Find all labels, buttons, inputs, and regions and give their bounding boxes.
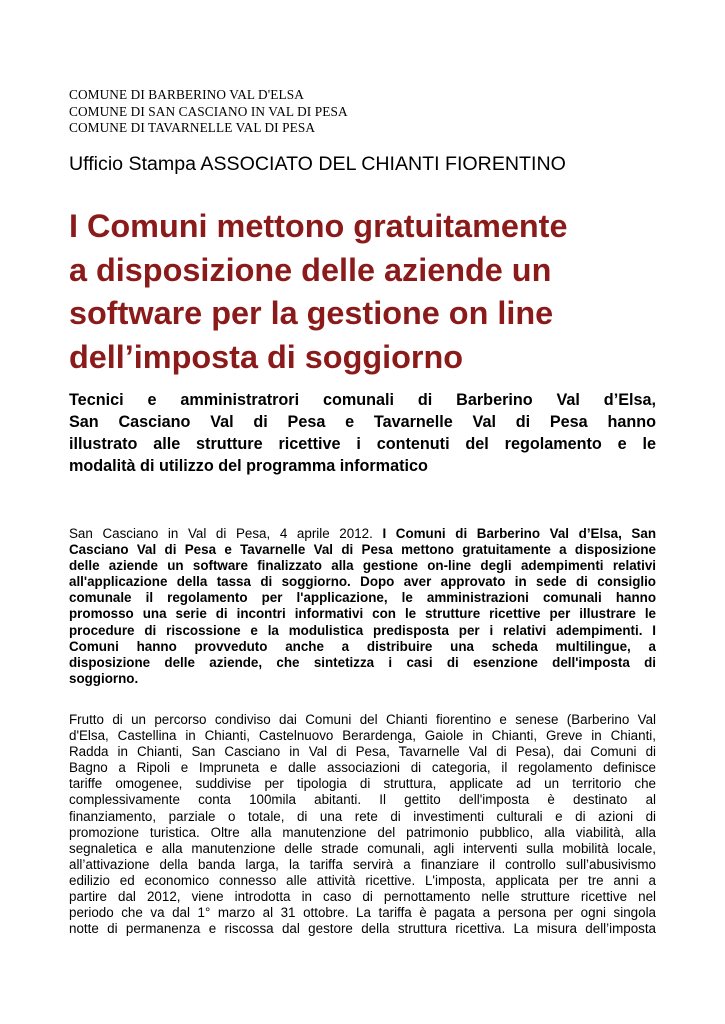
paragraph-line: tariffe omogenee, suddivise per tipologia di struttura, applicate ad un territorio che	[69, 776, 656, 792]
paragraph-line: soggiorno.	[69, 670, 139, 686]
subtitle-line: Tecnici e amministratrori comunali di Barberino Val d’Elsa,	[69, 391, 656, 409]
dateline: San Casciano in Val di Pesa, 4 aprile 2012.	[69, 526, 373, 541]
lead-paragraph	[69, 526, 656, 687]
paragraph-line: Radda in Chianti, San Casciano in Val di Pesa, Tavarnelle Val di Pesa), dai Comuni di	[69, 744, 656, 760]
title-line: I Comuni mettono gratuitamente	[69, 208, 568, 244]
paragraph-line: d'Elsa, Castellina in Chianti, Castelnuovo Berardenga, Gaiole in Chianti, Greve in Chianti,	[69, 728, 656, 744]
paragraph-line: Casciano Val di Pesa e Tavarnelle Val di Pesa mettono gratuitamente a disposizione	[69, 542, 656, 558]
municipality-line: COMUNE DI SAN CASCIANO IN VAL DI PESA	[69, 103, 348, 119]
title-line: a disposizione delle aziende un	[69, 251, 552, 288]
title-line: software per la gestione on line	[69, 295, 554, 332]
paragraph-line: partire dal 2012, viene introdotta in caso di pernottamento nelle strutture ricettive nel	[69, 889, 656, 905]
paragraph-line: all'applicazione della tassa di soggiorno. Dopo aver approvato in sede di consiglio	[69, 574, 656, 590]
municipality-header	[69, 87, 348, 137]
paragraph-line: promosso una serie di incontri informativi con le strutture ricettive per illustrare le	[69, 606, 656, 622]
paragraph-line: notte di permanenza e riscossa dal gestore della struttura ricettiva. La misura dell’imposta	[69, 921, 656, 937]
subtitle-line: illustrato alle strutture ricettive i contenuti del regolamento e le	[69, 435, 656, 453]
paragraph-line: Bagno a Ripoli e Impruneta e dalle associazioni di categoria, il regolamento definisce	[69, 760, 656, 776]
paragraph-line: Comuni hanno provveduto anche a distribuire una scheda multilingue, a	[69, 638, 656, 654]
municipality-line: COMUNE DI TAVARNELLE VAL DI PESA	[69, 120, 316, 135]
subtitle-line: modalità di utilizzo del programma informatico	[69, 457, 428, 475]
paragraph-line: finanziamento, parziale o totale, di una rete di investimenti culturali e di azioni di	[69, 808, 656, 824]
press-office-line: Ufficio Stampa ASSOCIATO DEL CHIANTI FIORENTINO	[69, 153, 566, 175]
paragraph-line: periodo che va dal 1° marzo al 31 ottobre. La tariffa è pagata a persona per ogni singola	[69, 905, 656, 921]
paragraph-line: comunale il regolamento per l'applicazione, le amministrazioni comunali hanno	[69, 590, 656, 606]
paragraph-line: procedure di riscossione e la modulistica predisposta per i relativi adempimenti. I	[69, 622, 656, 638]
lead-bold-text: I Comuni di Barberino Val d’Elsa, San	[382, 526, 656, 541]
paragraph-line: disposizione delle aziende, che sintetizza i casi di esenzione dell'imposta di	[69, 654, 656, 670]
title-line: dell’imposta di soggiorno	[69, 338, 464, 375]
paragraph-line: Frutto di un percorso condiviso dai Comuni del Chianti fiorentino e senese (Barberino Val	[69, 712, 656, 727]
paragraph-line: all’attivazione della banda larga, la tariffa servirà a finanziare il controllo sull’abusivismo	[69, 856, 656, 872]
paragraph-line	[69, 526, 656, 542]
subtitle-line: San Casciano Val di Pesa e Tavarnelle Val di Pesa hanno	[69, 413, 656, 431]
municipality-line: COMUNE DI BARBERINO VAL D'ELSA	[69, 87, 304, 102]
paragraph-line: segnaletica e alla manutenzione delle strade comunali, agli interventi sulla mobilità locale,	[69, 840, 656, 856]
paragraph-line: delle aziende un software finalizzato alla gestione on-line degli adempimenti relativi	[69, 558, 656, 574]
paragraph-line: edilizio ed economico connesso alle attività ricettive. L'imposta, applicata per tre anni a	[69, 872, 656, 888]
paragraph-line: complessivamente conta 100mila abitanti. Il gettito dell'imposta è destinato al	[69, 792, 656, 808]
paragraph-line: promozione turistica. Oltre alla manutenzione del patrimonio pubblico, alla viabilità, alla	[69, 824, 656, 840]
article-subtitle	[69, 389, 656, 477]
body-paragraph	[69, 712, 656, 937]
article-title	[69, 205, 669, 379]
